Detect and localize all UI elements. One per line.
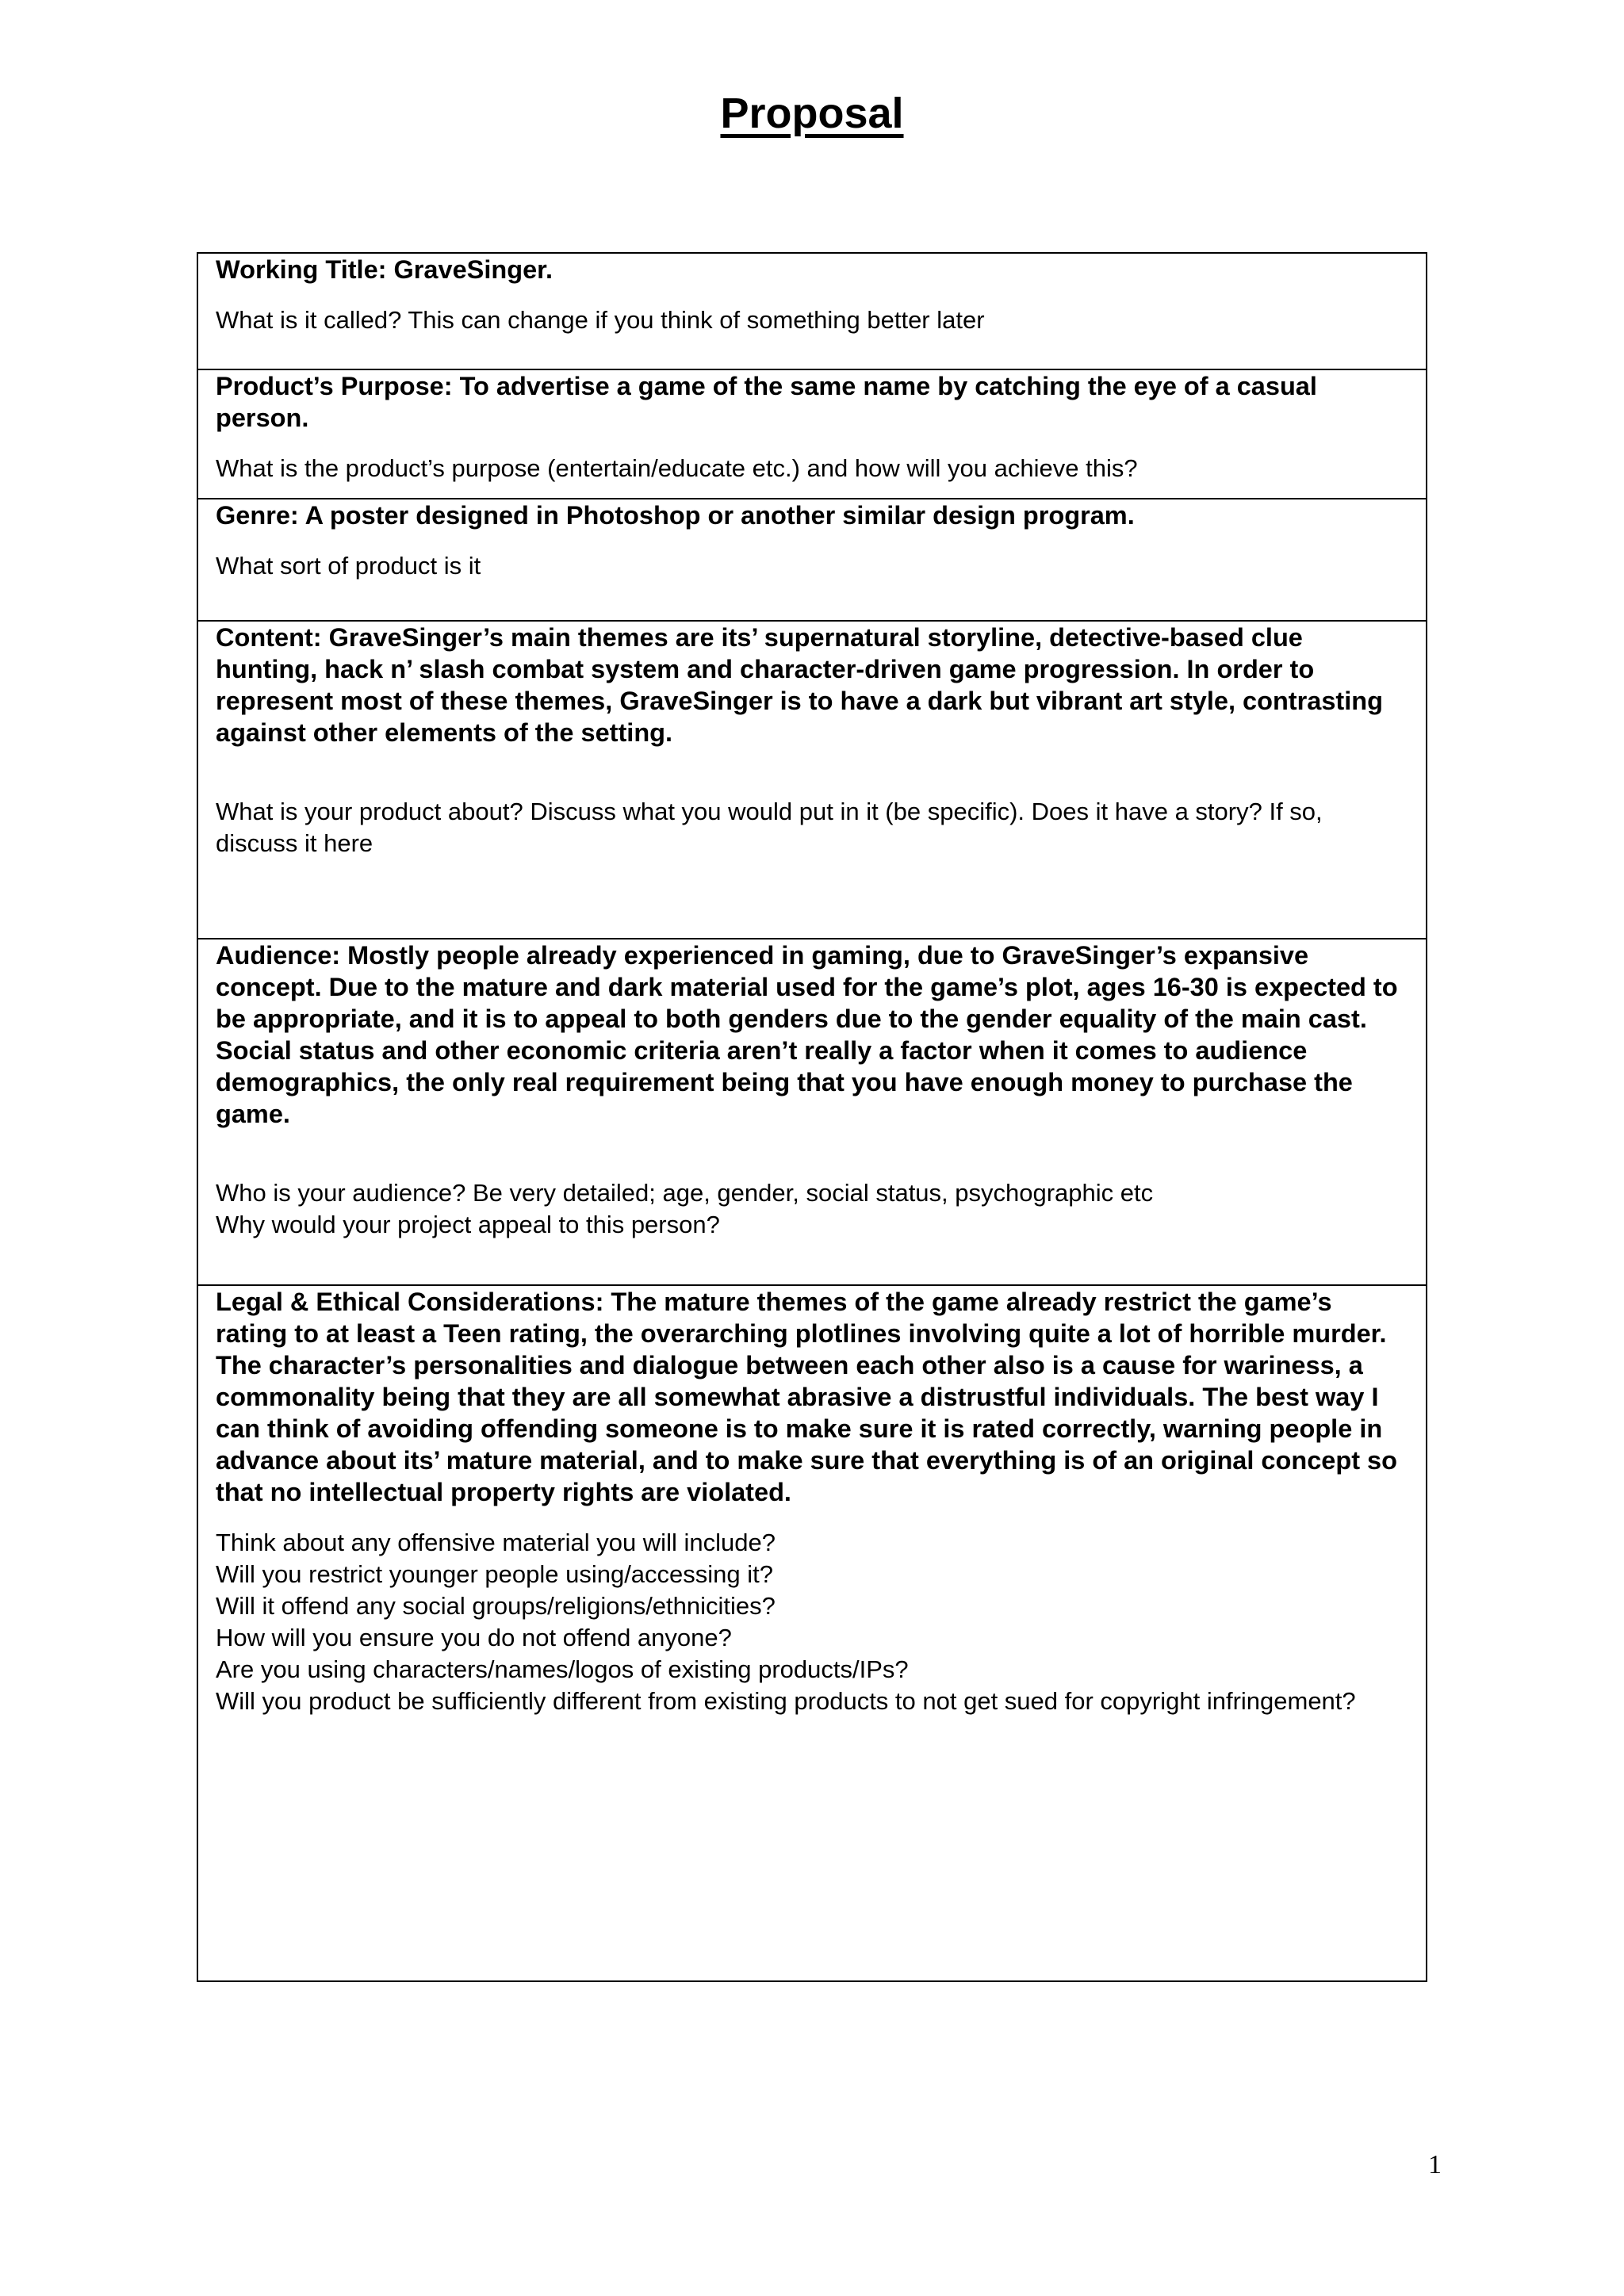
content-prompt	[216, 796, 1408, 859]
content-section	[198, 622, 1426, 939]
prompt-line: What sort of product is it	[216, 552, 481, 580]
product-purpose-answer: Product’s Purpose: To advertise a game of the same name by catching the eye of a casual person.	[216, 372, 1317, 432]
legal-ethical-answer: Legal & Ethical Considerations: The mature themes of the game already restrict the game’s rating to at least a Teen rating, the overarching plotlines involving quite a lot of horrible murder. The character’s personalities and dialogue between each other also is a cause for wariness, a commonality being that they are all somewhat abrasive a distrustful individuals. The best way I can think of avoiding offending someone is to make sure it is rated correctly, warning people in advance about its’ mature material, and to make sure that everything is of an original concept so that no intellectual property rights are violated.	[216, 1288, 1397, 1506]
page-title: Proposal	[720, 90, 904, 137]
genre-prompt	[216, 550, 1408, 582]
working-title-answer: Working Title: GraveSinger.	[216, 255, 553, 284]
prompt-line: What is the product’s purpose (entertain/educate etc.) and how will you achieve this?	[216, 454, 1138, 482]
genre-section	[198, 499, 1426, 622]
working-title-section	[198, 254, 1426, 370]
prompt-line: Think about any offensive material you will include?	[216, 1529, 776, 1556]
proposal-form-table	[197, 252, 1427, 1982]
prompt-line: How will you ensure you do not offend anyone?	[216, 1624, 732, 1651]
genre-answer: Genre: A poster designed in Photoshop or another similar design program.	[216, 501, 1135, 530]
prompt-line: Will you restrict younger people using/accessing it?	[216, 1560, 774, 1588]
audience-section	[198, 939, 1426, 1286]
prompt-line: What is your product about? Discuss what you would put in it (be specific). Does it have a story? If so, discuss it here	[216, 798, 1323, 857]
content-answer: Content: GraveSinger’s main themes are its’ supernatural storyline, detective-based clue hunting, hack n’ slash combat system and character-driven game progression. In order to represent most of these themes, GraveSinger is to have a dark but vibrant art style, contrasting against other elements of the setting.	[216, 623, 1383, 747]
prompt-line: Will you product be sufficiently different from existing products to not get sued for copyright infringement?	[216, 1687, 1356, 1715]
audience-answer: Audience: Mostly people already experienced in gaming, due to GraveSinger’s expansive concept. Due to the mature and dark material used for the game’s plot, ages 16-30 is expected to be appropriate, and it is to appeal to both genders due to the gender equality of the main cast. Social status and other economic criteria aren’t really a factor when it comes to audience demographics, the only real requirement being that you have enough money to purchase the game.	[216, 941, 1398, 1128]
legal-ethical-section	[198, 1286, 1426, 1980]
audience-prompt	[216, 1177, 1408, 1241]
page-number: 1	[1428, 2150, 1442, 2179]
prompt-line: Will it offend any social groups/religions/ethnicities?	[216, 1592, 776, 1620]
working-title-prompt	[216, 304, 1408, 336]
product-purpose-prompt	[216, 453, 1408, 484]
legal-ethical-prompt	[216, 1527, 1408, 1717]
prompt-line: Who is your audience? Be very detailed; age, gender, social status, psychographic etc	[216, 1179, 1154, 1207]
prompt-line: Are you using characters/names/logos of existing products/IPs?	[216, 1655, 909, 1683]
prompt-line: What is it called? This can change if you think of something better later	[216, 306, 985, 334]
prompt-line: Why would your project appeal to this person?	[216, 1211, 720, 1238]
product-purpose-section	[198, 370, 1426, 499]
